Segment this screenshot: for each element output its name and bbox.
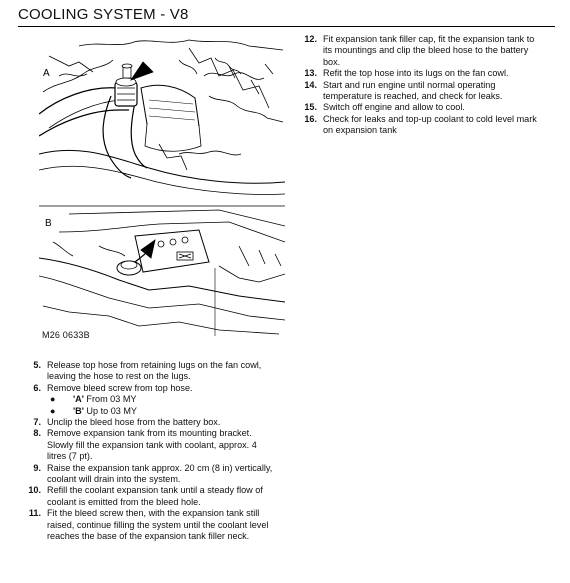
step-number: 12.: [304, 34, 317, 44]
step-number: 11.: [28, 508, 41, 519]
sub-list-item: [47, 406, 273, 417]
step-number: 5.: [33, 360, 41, 370]
panel-a-drawing: [39, 40, 285, 206]
step-number: 8.: [33, 428, 41, 439]
page-title: COOLING SYSTEM - V8: [18, 6, 189, 23]
figure-caption: M26 0633B: [42, 330, 90, 340]
variant-label: 'A': [73, 394, 84, 405]
figure-label-b: B: [45, 218, 52, 229]
list-item: [297, 102, 542, 113]
panel-b-drawing: [39, 210, 285, 336]
step-text: Remove bleed screw from top hose.: [47, 382, 193, 393]
step-number: 15.: [304, 102, 317, 113]
step-number: 6.: [33, 382, 41, 393]
step-number: 16.: [304, 113, 317, 124]
bullet-icon: ●: [50, 394, 56, 405]
step-number: 10.: [28, 485, 41, 496]
step-text: Check for leaks and top-up coolant to cold level mark on expansion tank: [323, 113, 537, 136]
step-number: 7.: [33, 417, 41, 428]
list-item: [297, 34, 542, 68]
sub-list-item: [47, 394, 273, 405]
bullet-icon: ●: [50, 405, 56, 416]
step-number: 9.: [33, 462, 41, 473]
sub-list: [47, 394, 273, 417]
list-item: [297, 68, 542, 79]
step-text: Raise the expansion tank approx. 20 cm (8 in) vertically, coolant will drain into the system.: [47, 462, 273, 485]
list-item: [297, 114, 542, 137]
step-text: Fit expansion tank filler cap, fit the expansion tank to its mountings and clip the bleed hose to the battery box.: [323, 34, 535, 67]
step-text: Start and run engine until normal operating temperature is reached, and check for leaks.: [323, 79, 503, 102]
steps-list-right: [297, 34, 542, 137]
engine-illustration: [39, 36, 285, 346]
steps-list-left: [21, 360, 273, 543]
step-text: Remove expansion tank from its mounting bracket. Slowly fill the expansion tank with coolant, approx. 4 litres (7 pt).: [47, 428, 257, 462]
variant-text: Up to 03 MY: [83, 405, 137, 416]
list-item: [21, 463, 273, 486]
step-text: Fit the bleed screw then, with the expansion tank still raised, continue filling the system until the coolant level reaches the base of the expansion tank filler neck.: [47, 508, 269, 542]
step-text: Switch off engine and allow to cool.: [323, 102, 465, 113]
variant-label: 'B': [73, 405, 84, 416]
step-number: 13.: [304, 68, 317, 79]
header-divider: [18, 26, 555, 27]
variant-text: From 03 MY: [83, 394, 137, 405]
list-item: [297, 80, 542, 103]
list-item: [21, 383, 273, 417]
list-item: [21, 508, 273, 542]
step-number: 14.: [304, 79, 317, 90]
step-text: Release top hose from retaining lugs on the fan cowl, leaving the hose to rest on the lugs.: [47, 360, 262, 382]
list-item: [21, 428, 273, 462]
list-item: [21, 417, 273, 428]
step-text: Unclip the bleed hose from the battery box.: [47, 417, 221, 428]
list-item: [21, 485, 273, 508]
list-item: [21, 360, 273, 383]
step-text: Refill the coolant expansion tank until a steady flow of coolant is emitted from the bleed hole.: [47, 485, 263, 507]
figure-label-a: A: [43, 68, 50, 79]
step-text: Refit the top hose into its lugs on the fan cowl.: [323, 68, 509, 79]
